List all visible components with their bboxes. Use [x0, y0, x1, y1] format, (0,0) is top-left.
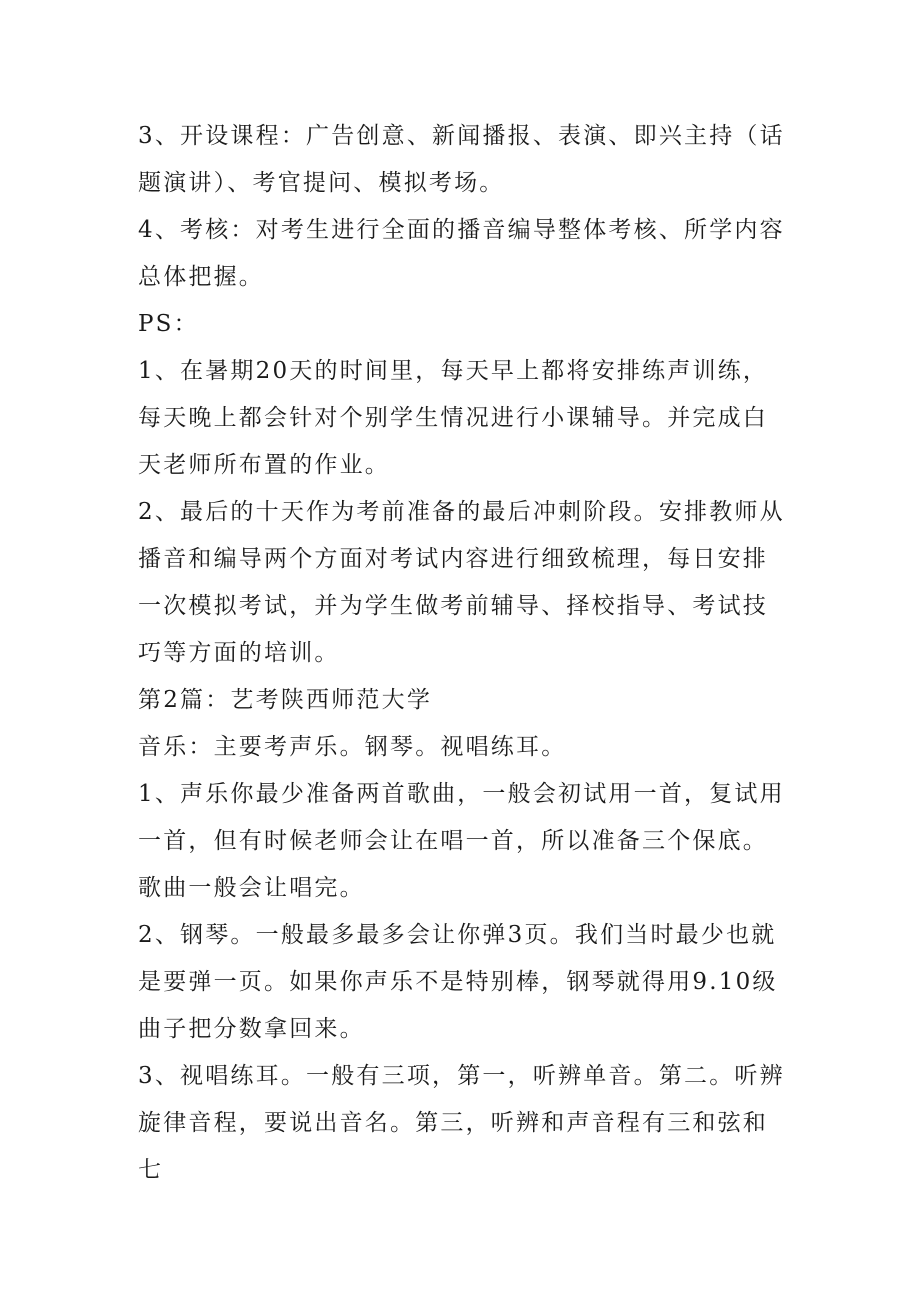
paragraph-ear-training: 3、视唱练耳。一般有三项，第一，听辨单音。第二。听辨旋律音程，要说出音名。第三，听辨和声音程有三和弦和七 [138, 1063, 785, 1183]
paragraph-assessment: 4、考核：对考生进行全面的播音编导整体考核、所学内容总体把握。 [138, 217, 785, 290]
document-body [138, 113, 788, 1194]
paragraph-vocal: 1、声乐你最少准备两首歌曲，一般会初试用一首，复试用一首，但有时候老师会让在唱一首，所以准备三个保底。歌曲一般会让唱完。 [138, 781, 785, 901]
paragraph-course-offerings: 3、开设课程：广告创意、新闻播报、表演、即兴主持（话题演讲）、考官提问、模拟考场。 [138, 123, 785, 196]
paragraph-piano: 2、钢琴。一般最多最多会让你弹3页。我们当时最少也就是要弹一页。如果你声乐不是特别棒，钢琴就得用9.10级曲子把分数拿回来。 [138, 922, 778, 1042]
paragraph-ps-item-2: 2、最后的十天作为考前准备的最后冲刺阶段。安排教师从播音和编导两个方面对考试内容进行细致梳理，每日安排一次模拟考试，并为学生做考前辅导、择校指导、考试技巧等方面的培训。 [138, 499, 785, 666]
paragraph-ps-item-1: 1、在暑期20天的时间里，每天早上都将安排练声训练，每天晚上都会针对个别学生情况进行小课辅导。并完成白天老师所布置的作业。 [138, 358, 769, 478]
paragraph-ps-heading: PS： [138, 311, 199, 337]
paragraph-music-overview: 音乐：主要考声乐。钢琴。视唱练耳。 [138, 734, 567, 760]
section-heading-part-2: 第2篇：艺考陕西师范大学 [138, 687, 433, 713]
